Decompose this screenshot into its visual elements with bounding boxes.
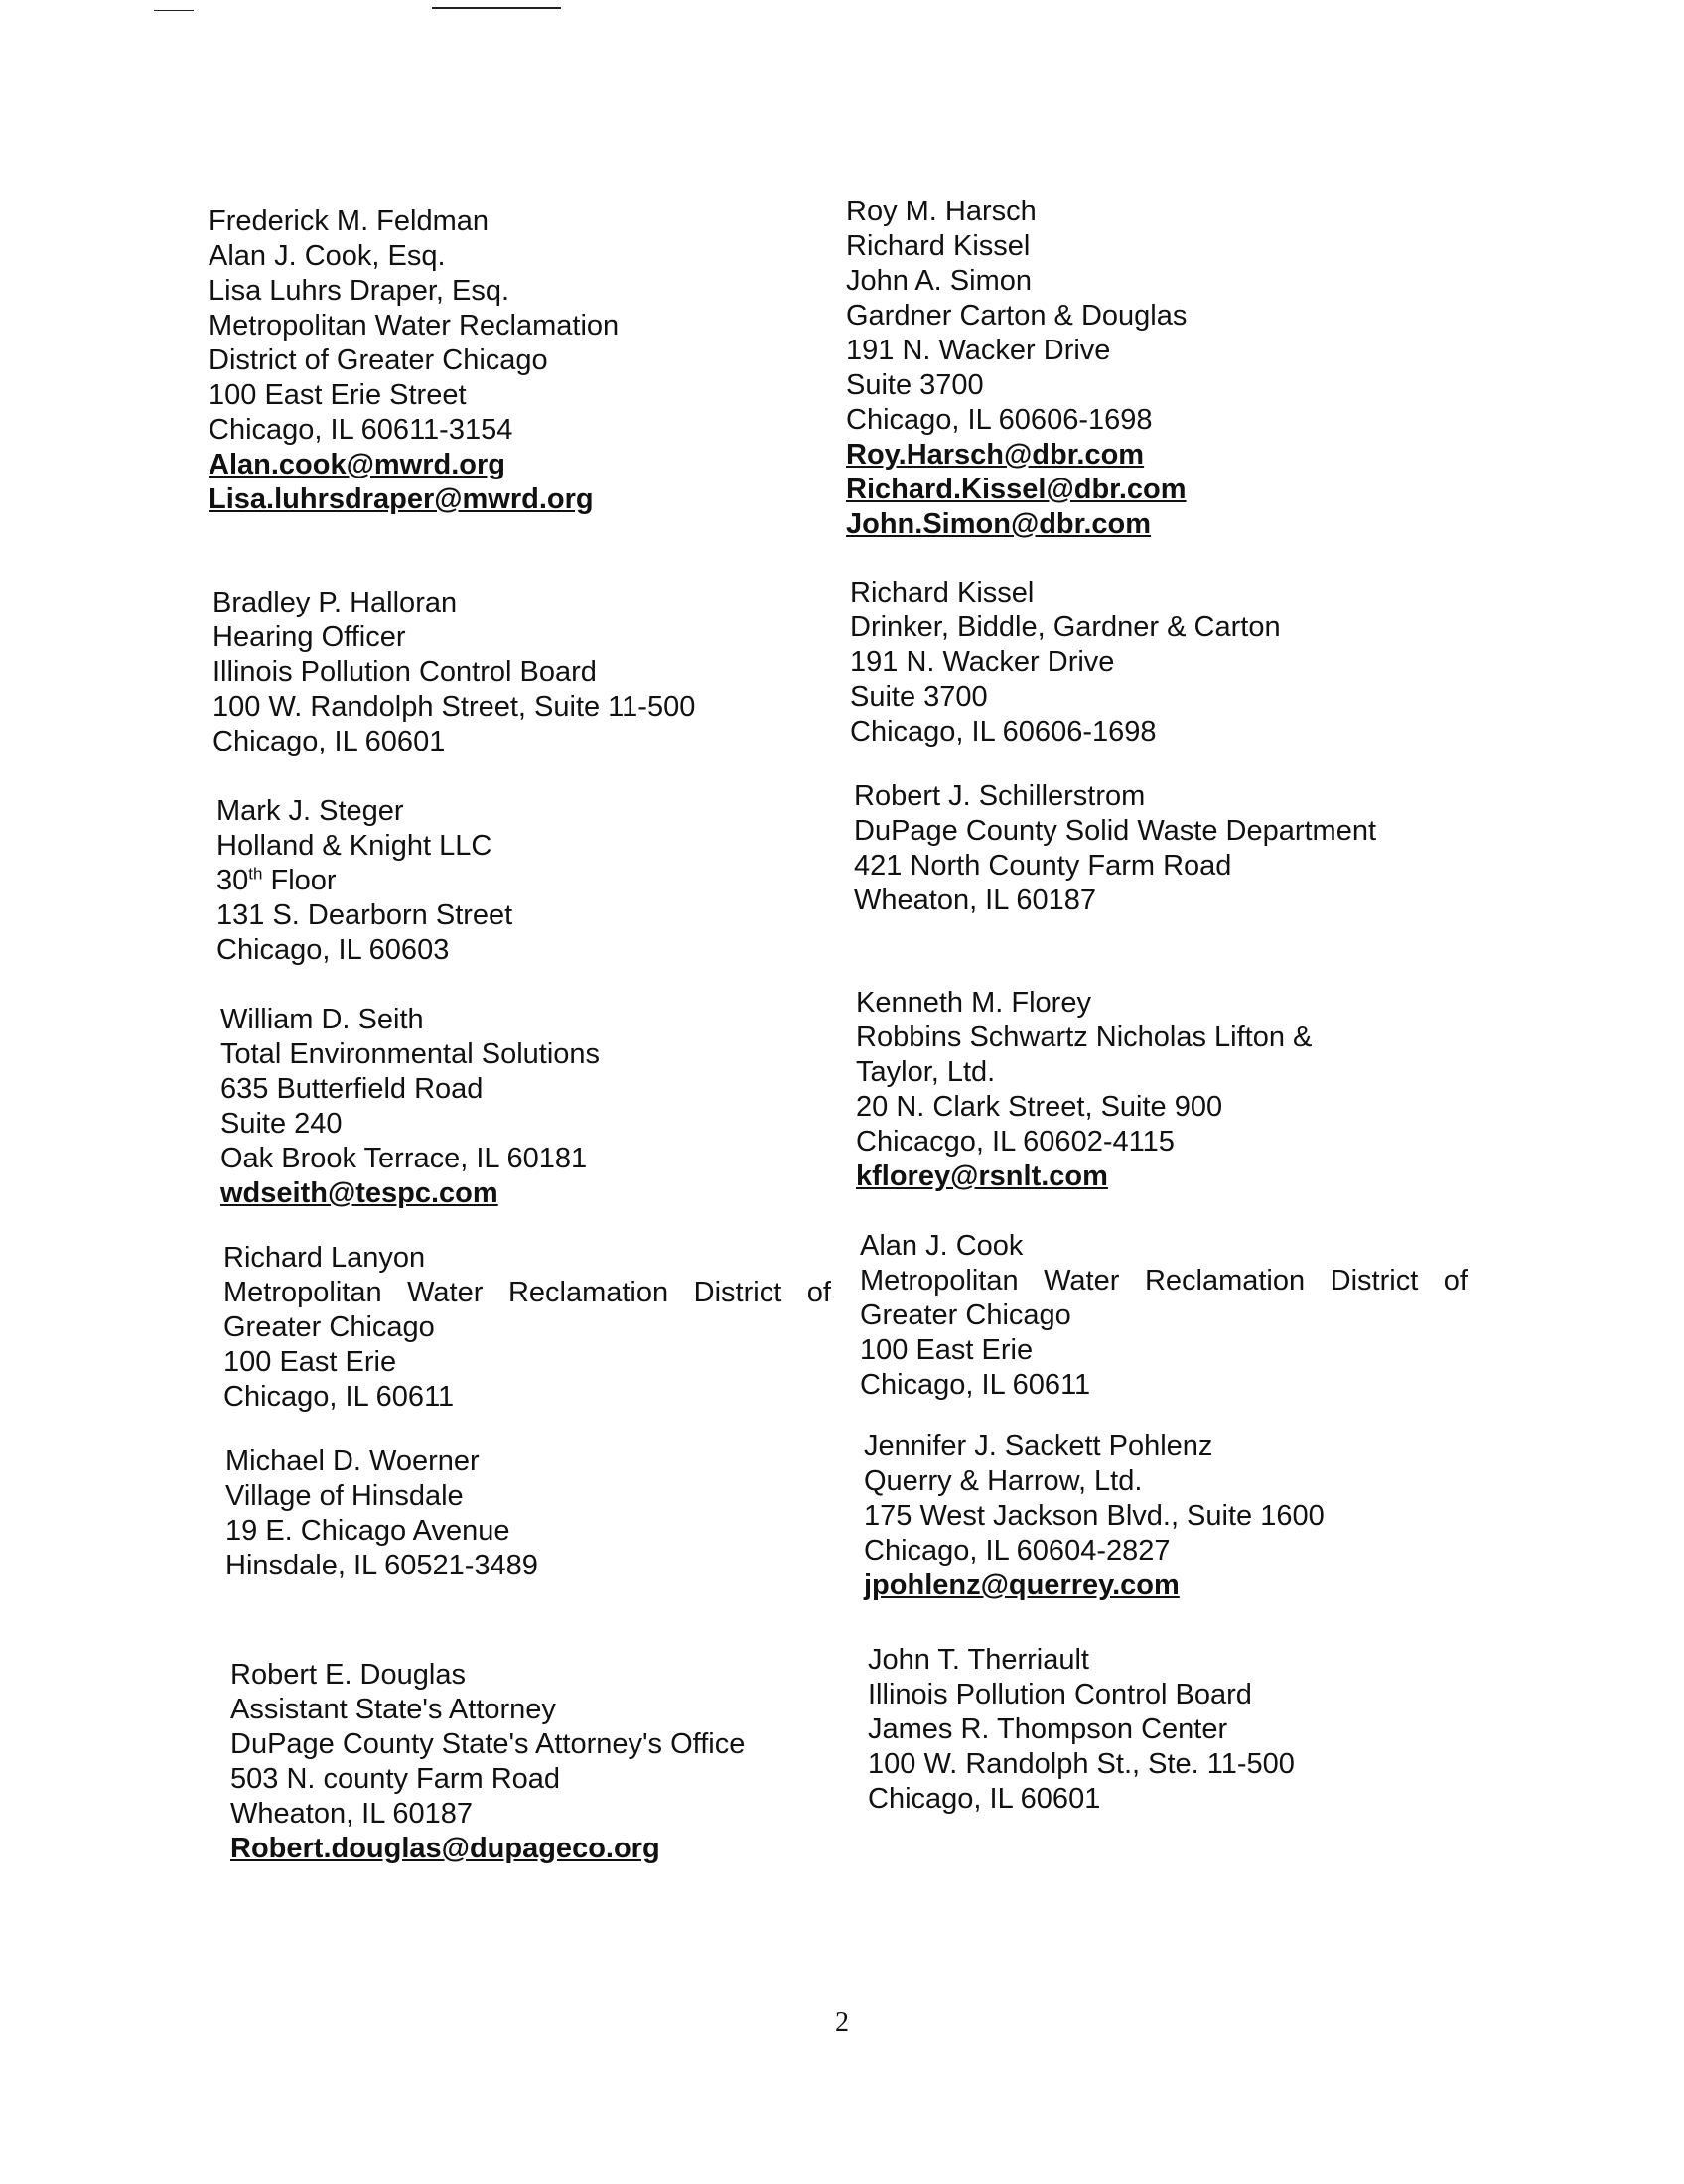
email-link[interactable]: Roy.Harsch@dbr.com	[846, 439, 1145, 471]
contact-line: Chicago, IL 60606-1698	[850, 716, 1157, 748]
contact-line: Chicago, IL 60603	[216, 934, 450, 966]
contact-block-therriault	[868, 1643, 1503, 1817]
contact-line: Robert J. Schillerstrom	[854, 780, 1146, 812]
contact-line: Chicago, IL 60606-1698	[846, 404, 1153, 436]
contact-line: Chicago, IL 60611-3154	[209, 414, 513, 446]
contact-block-harsch-kissel-simon	[846, 195, 1481, 542]
contact-block-seith	[220, 1003, 856, 1211]
scan-mark-short	[154, 10, 194, 11]
scan-mark-long	[432, 7, 561, 9]
contact-line: Illinois Pollution Control Board	[212, 656, 597, 688]
contact-line: Michael D. Woerner	[225, 1445, 480, 1477]
contact-line: District of Greater Chicago	[209, 344, 548, 376]
contact-line: 100 East Erie Street	[209, 379, 467, 411]
contact-line: Chicago, IL 60604-2827	[864, 1535, 1171, 1567]
email-link[interactable]: John.Simon@dbr.com	[846, 508, 1152, 540]
contact-block-kissel	[850, 576, 1485, 750]
page-number-text: 2	[835, 2007, 849, 2038]
contact-line: Holland & Knight LLC	[216, 830, 492, 862]
contact-line: 503 N. county Farm Road	[230, 1763, 561, 1795]
contact-block-steger	[216, 794, 852, 968]
contact-line: 100 East Erie	[223, 1346, 397, 1378]
email-link[interactable]: jpohlenz@querrey.com	[864, 1570, 1180, 1601]
justified-word: Water	[407, 1277, 484, 1308]
contact-block-pohlenz	[864, 1430, 1499, 1603]
justified-word: District	[693, 1277, 782, 1308]
contact-block-florey	[856, 986, 1491, 1194]
contact-line: Alan J. Cook	[860, 1230, 1024, 1262]
contact-line: James R. Thompson Center	[868, 1713, 1228, 1745]
justified-word: Reclamation	[507, 1277, 669, 1308]
justified-word: Reclamation	[1144, 1265, 1306, 1297]
contact-line: Alan J. Cook, Esq.	[209, 240, 446, 272]
contact-line: 100 East Erie	[860, 1334, 1034, 1366]
justified-word: Water	[1044, 1265, 1120, 1297]
justified-word: Metropolitan	[223, 1277, 382, 1308]
email-link[interactable]: Lisa.luhrsdraper@mwrd.org	[209, 483, 594, 515]
contact-line: 131 S. Dearborn Street	[216, 899, 513, 931]
contact-line: John A. Simon	[846, 265, 1032, 297]
email-link[interactable]: kflorey@rsnlt.com	[856, 1160, 1108, 1192]
floor-suffix: th	[248, 864, 263, 884]
contact-line: Roy M. Harsch	[846, 196, 1037, 227]
email-link[interactable]: Alan.cook@mwrd.org	[209, 449, 505, 480]
contact-line: Total Environmental Solutions	[220, 1038, 601, 1070]
contact-line: Oak Brook Terrace, IL 60181	[220, 1143, 588, 1174]
contact-line: Jennifer J. Sackett Pohlenz	[864, 1431, 1213, 1462]
contact-line: Richard Kissel	[846, 230, 1031, 262]
contact-line: Chicacgo, IL 60602-4115	[856, 1126, 1175, 1158]
floor-number: 30	[216, 865, 249, 896]
contact-line: Illinois Pollution Control Board	[868, 1679, 1252, 1710]
contact-line: Taylor, Ltd.	[856, 1056, 996, 1088]
contact-line: Mark J. Steger	[216, 795, 404, 827]
contact-line: Greater Chicago	[860, 1299, 1071, 1331]
contact-line: Robbins Schwartz Nicholas Lifton &	[856, 1022, 1313, 1053]
contact-line: Richard Lanyon	[223, 1242, 426, 1274]
contact-line: Chicago, IL 60601	[868, 1783, 1101, 1815]
contact-line: Suite 3700	[846, 369, 984, 401]
email-link[interactable]: Robert.douglas@dupageco.org	[230, 1833, 660, 1864]
contact-block-schillerstrom	[854, 779, 1489, 918]
contact-block-halloran	[212, 586, 848, 759]
contact-line: Robert E. Douglas	[230, 1659, 466, 1691]
contact-line: 20 N. Clark Street, Suite 900	[856, 1091, 1223, 1123]
contact-line: Drinker, Biddle, Gardner & Carton	[850, 612, 1281, 643]
contact-line: Hinsdale, IL 60521-3489	[225, 1550, 538, 1581]
contact-line: Suite 3700	[850, 681, 988, 713]
contact-line: John T. Therriault	[868, 1644, 1089, 1676]
contact-line: 421 North County Farm Road	[854, 850, 1232, 882]
contact-line: 100 W. Randolph St., Ste. 11-500	[868, 1748, 1295, 1780]
contact-line: Village of Hinsdale	[225, 1480, 464, 1512]
contact-line: Chicago, IL 60611	[223, 1381, 455, 1413]
contact-line: Assistant State's Attorney	[230, 1694, 556, 1725]
contact-line: 175 West Jackson Blvd., Suite 1600	[864, 1500, 1325, 1532]
contact-line: 19 E. Chicago Avenue	[225, 1515, 510, 1547]
contact-block-lanyon	[223, 1241, 859, 1415]
contact-line: Metropolitan Water Reclamation	[209, 310, 620, 341]
email-link[interactable]: Richard.Kissel@dbr.com	[846, 474, 1187, 505]
contact-line: Gardner Carton & Douglas	[846, 300, 1188, 332]
justified-word: of	[806, 1277, 831, 1308]
email-link[interactable]: wdseith@tespc.com	[220, 1177, 498, 1209]
contact-block-cook	[860, 1229, 1495, 1403]
contact-line: Lisa Luhrs Draper, Esq.	[209, 275, 510, 307]
contact-line: Chicago, IL 60601	[212, 726, 446, 757]
contact-line: Hearing Officer	[212, 621, 406, 653]
contact-line: 191 N. Wacker Drive	[846, 335, 1111, 366]
scan-artifact-marks	[0, 0, 596, 20]
justified-word: District	[1330, 1265, 1419, 1297]
contact-line: 191 N. Wacker Drive	[850, 646, 1115, 678]
contact-line: Querry & Harrow, Ltd.	[864, 1465, 1143, 1497]
contact-line: Suite 240	[220, 1108, 343, 1140]
justified-word: of	[1443, 1265, 1468, 1297]
contact-line: 100 W. Randolph Street, Suite 11-500	[212, 691, 696, 723]
contact-line: 635 Butterfield Road	[220, 1073, 484, 1105]
contact-line: Greater Chicago	[223, 1311, 435, 1343]
contact-block-woerner	[225, 1444, 861, 1583]
contact-line: DuPage County Solid Waste Department	[854, 815, 1377, 847]
floor-line	[216, 864, 852, 898]
floor-word: Floor	[270, 865, 337, 896]
contact-line: DuPage County State's Attorney's Office	[230, 1728, 746, 1760]
contact-block-feldman-cook-draper	[209, 205, 844, 517]
contact-line: William D. Seith	[220, 1004, 424, 1035]
contact-line: Richard Kissel	[850, 577, 1035, 609]
contact-block-douglas	[230, 1658, 866, 1866]
contact-line: Frederick M. Feldman	[209, 205, 490, 237]
contact-line: Kenneth M. Florey	[856, 987, 1091, 1019]
contact-line: Wheaton, IL 60187	[854, 885, 1096, 916]
justified-word: Metropolitan	[860, 1265, 1019, 1297]
contact-line: Bradley P. Halloran	[212, 587, 458, 618]
contact-line: Wheaton, IL 60187	[230, 1798, 473, 1830]
contact-line: Chicago, IL 60611	[860, 1369, 1091, 1401]
justified-address-line	[860, 1264, 1468, 1298]
justified-address-line	[223, 1276, 831, 1310]
